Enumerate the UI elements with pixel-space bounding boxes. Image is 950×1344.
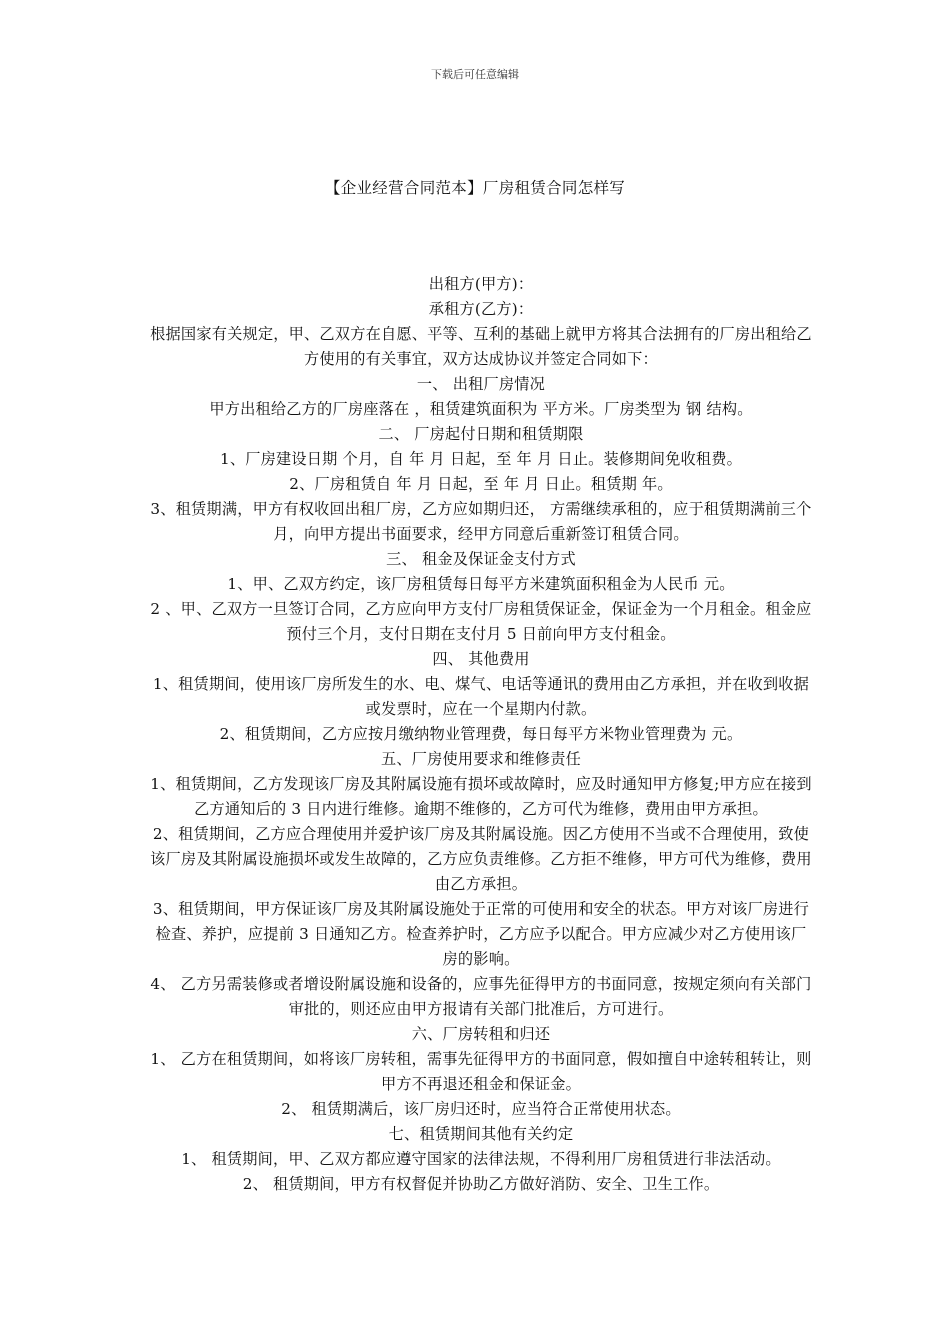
section-heading: 五、厂房使用要求和维修责任 xyxy=(380,750,582,768)
party-lessee: 承租方(乙方)： xyxy=(428,300,534,318)
section-heading: 三、 租金及保证金支付方式 xyxy=(386,550,576,568)
section-heading: 七、租赁期间其他有关约定 xyxy=(388,1125,574,1143)
preamble: 根据国家有关规定，甲、乙双方在自愿、平等、互利的基础上就甲方将其合法拥有的厂房出租给乙方使用的有关事宜，双方达成协议并签定合同如下： xyxy=(150,325,812,368)
clause: 1、厂房建设日期 个月，自 年 月 日起，至 年 月 日止。装修期间免收租费。 xyxy=(219,450,743,468)
clause: 2、租赁期间，乙方应按月缴纳物业管理费，每日每平方米物业管理费为 元。 xyxy=(219,725,743,743)
section-heading: 二、 厂房起付日期和租赁期限 xyxy=(378,425,584,443)
clause: 3、租赁期间，甲方保证该厂房及其附属设施处于正常的可使用和安全的状态。甲方对该厂房进行检查、养护，应提前 3 日通知乙方。检查养护时，乙方应予以配合。甲方应减少对乙方使用该厂房的影响。 xyxy=(152,900,810,968)
clause: 1、 乙方在租赁期间，如将该厂房转租，需事先征得甲方的书面同意，假如擅自中途转租转让，则甲方不再退还租金和保证金。 xyxy=(150,1050,812,1093)
clause: 3、租赁期满，甲方有权收回出租厂房，乙方应如期归还， 方需继续承租的，应于租赁期满前三个月，向甲方提出书面要求，经甲方同意后重新签订租赁合同。 xyxy=(150,500,812,543)
document-body xyxy=(148,272,814,1197)
party-lessor: 出租方(甲方)： xyxy=(428,275,534,293)
section-heading: 六、厂房转租和归还 xyxy=(411,1025,551,1043)
clause: 1、 租赁期间，甲、乙双方都应遵守国家的法律法规，不得利用厂房租赁进行非法活动。 xyxy=(181,1150,781,1168)
clause: 2、 租赁期间，甲方有权督促并协助乙方做好消防、安全、卫生工作。 xyxy=(242,1175,720,1193)
clause: 甲方出租给乙方的厂房座落在 ，租赁建筑面积为 平方米。厂房类型为 钢 结构。 xyxy=(209,400,753,418)
clause: 1、租赁期间，乙方发现该厂房及其附属设施有损坏或故障时，应及时通知甲方修复;甲方应在接到乙方通知后的 3 日内进行维修。逾期不维修的，乙方可代为维修，费用由甲方承担。 xyxy=(150,775,812,818)
clause: 2、 租赁期满后，该厂房归还时，应当符合正常使用状态。 xyxy=(281,1100,681,1118)
clause: 4、 乙方另需装修或者增设附属设施和设备的，应事先征得甲方的书面同意，按规定须向有关部门审批的，则还应由甲方报请有关部门批准后，方可进行。 xyxy=(150,975,812,1018)
clause: 1、租赁期间，使用该厂房所发生的水、电、煤气、电话等通讯的费用由乙方承担，并在收到收据或发票时，应在一个星期内付款。 xyxy=(152,675,810,718)
document-title: 【企业经营合同范本】厂房租赁合同怎样写 xyxy=(324,179,626,197)
clause: 2 、甲、乙双方一旦签订合同，乙方应向甲方支付厂房租赁保证金，保证金为一个月租金。租金应预付三个月，支付日期在支付月 5 日前向甲方支付租金。 xyxy=(150,600,812,643)
clause: 2、租赁期间，乙方应合理使用并爱护该厂房及其附属设施。因乙方使用不当或不合理使用，致使该厂房及其附属设施损坏或发生故障的，乙方应负责维修。乙方拒不维修，甲方可代为维修，费用由乙方承担。 xyxy=(150,825,812,893)
header-note: 下载后可任意编辑 xyxy=(431,68,519,81)
clause: 1、甲、乙双方约定，该厂房租赁每日每平方米建筑面积租金为人民币 元。 xyxy=(227,575,735,593)
section-heading: 四、 其他费用 xyxy=(432,650,530,668)
section-heading: 一、 出租厂房情况 xyxy=(416,375,546,393)
clause: 2、厂房租赁自 年 月 日起，至 年 月 日止。租赁期 年。 xyxy=(289,475,673,493)
